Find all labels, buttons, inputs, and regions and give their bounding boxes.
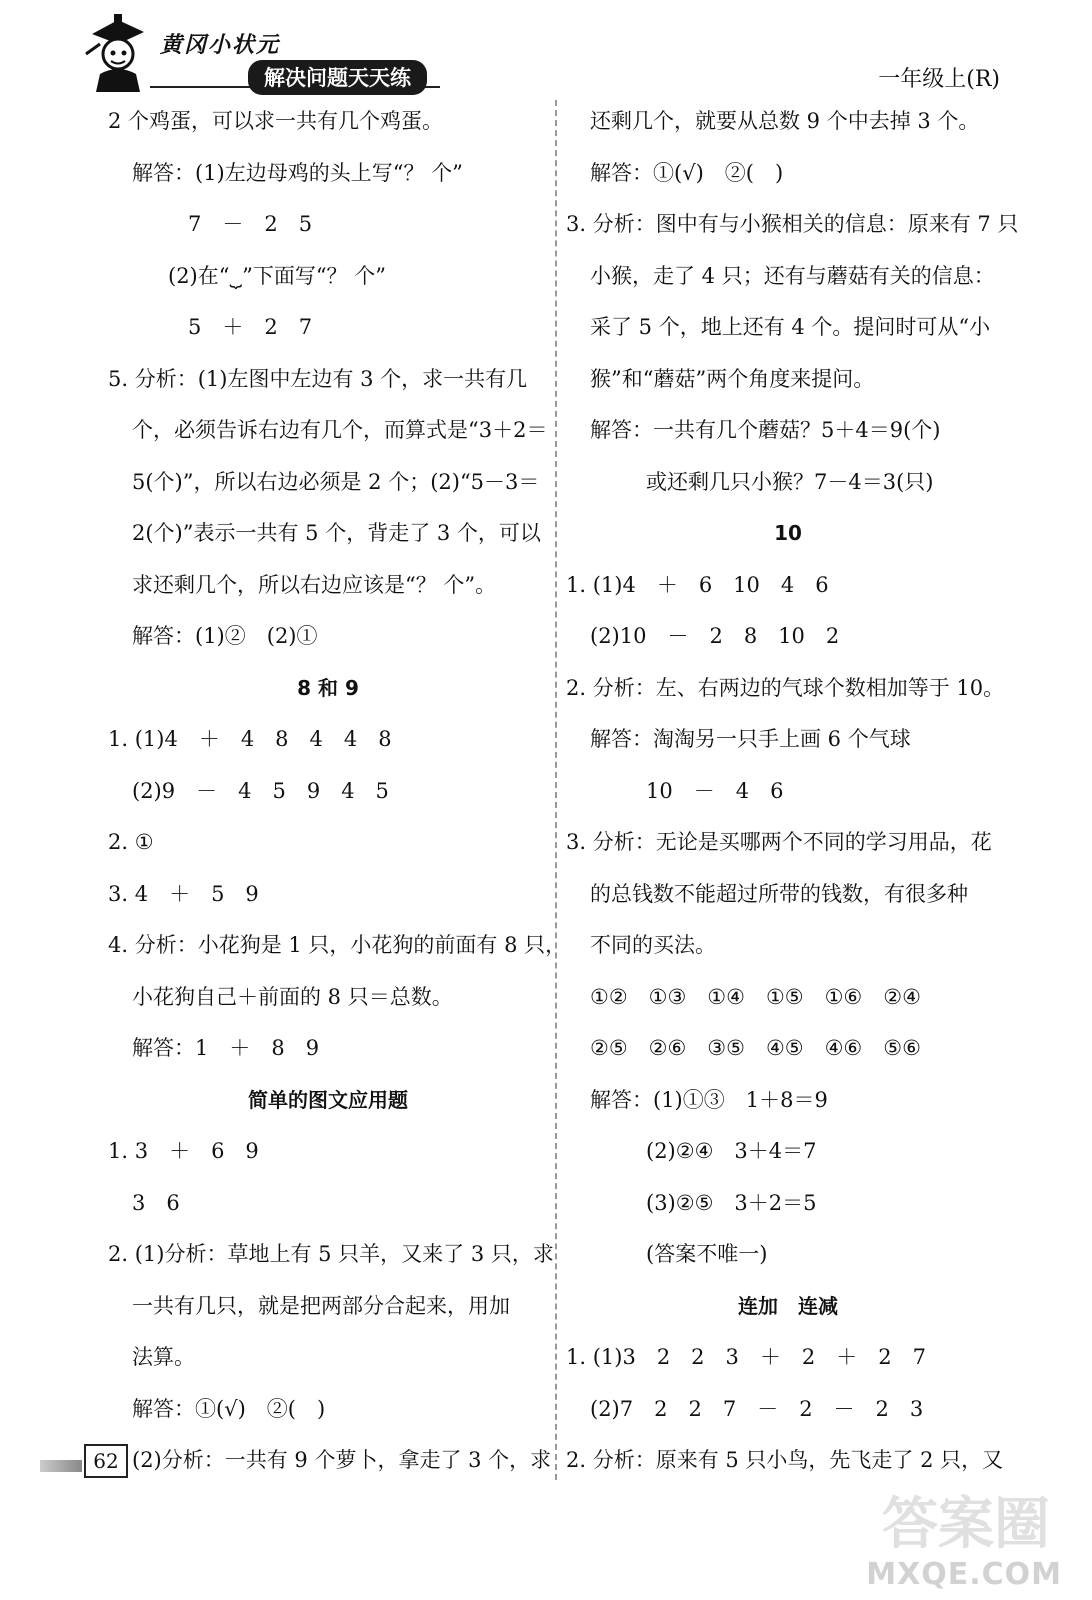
column-divider xyxy=(555,100,557,1480)
answer-line: 7 － 2 5 xyxy=(188,212,313,236)
answer-line: ①② ①③ ①④ ①⑤ ①⑥ ②④ xyxy=(590,984,921,1009)
answer-line: 还剩几个，就要从总数 9 个中去掉 3 个。 xyxy=(590,109,980,133)
answer-line: 2. (1)分析：草地上有 5 只羊，又来了 3 只，求 xyxy=(108,1242,554,1266)
watermark-text: MXQE.COM xyxy=(866,1557,1062,1592)
answer-line: 1. (1)3 2 2 3 ＋ 2 ＋ 2 7 xyxy=(566,1345,926,1369)
answer-line: 2. ① xyxy=(108,830,154,854)
answer-line: 3. 分析：无论是买哪两个不同的学习用品，花 xyxy=(566,830,992,854)
page-header xyxy=(0,0,1092,100)
section-heading: 连加 连减 xyxy=(738,1293,838,1318)
answer-line: 1. (1)4 ＋ 4 8 4 4 8 xyxy=(108,727,392,751)
watermark-icon: 答案圈 xyxy=(882,1492,1050,1557)
answer-line: 2. 分析：左、右两边的气球个数相加等于 10。 xyxy=(566,675,1005,700)
answer-line: 2(个)”表示一共有 5 个，背走了 3 个，可以 xyxy=(132,521,541,545)
answer-line: 猴”和“蘑菇”两个角度来提问。 xyxy=(590,366,875,391)
answer-line: 10 － 4 6 xyxy=(646,778,784,803)
answer-line: 的总钱数不能超过所带的钱数，有很多种 xyxy=(590,881,968,906)
answer-line: 不同的买法。 xyxy=(590,933,716,957)
answer-line: 一共有几只，就是把两部分合起来，用加 xyxy=(132,1293,510,1318)
brand-name: 黄冈小状元 xyxy=(160,32,281,58)
right-column xyxy=(566,96,1019,1487)
answer-line: (2)在“⏟”下面写“？ 个” xyxy=(168,263,386,288)
answer-line: 5 ＋ 2 7 xyxy=(188,315,313,339)
answer-line: 解答：①(√) ②( ) xyxy=(132,1396,326,1421)
series-title-badge: 解决问题天天练 xyxy=(248,60,427,95)
answer-line: 1. (1)4 ＋ 6 10 4 6 xyxy=(566,572,829,597)
section-heading: 8 和 9 xyxy=(297,675,359,700)
answer-line: 小猴，走了 4 只；还有与蘑菇有关的信息： xyxy=(590,263,995,288)
answer-line: 3. 分析：图中有与小猴相关的信息：原来有 7 只 xyxy=(566,212,1019,236)
answer-line: 解答：(1)② (2)① xyxy=(132,624,318,648)
answer-line: (2)10 － 2 8 10 2 xyxy=(590,624,840,648)
answer-line: 解答：淘淘另一只手上画 6 个气球 xyxy=(590,727,911,751)
answer-line: 解答：(1)①③ 1＋8＝9 xyxy=(590,1087,828,1112)
answer-line: 3 6 xyxy=(132,1190,180,1215)
answer-line: 1. 3 ＋ 6 9 xyxy=(108,1139,259,1163)
answer-line: 解答：1 ＋ 8 9 xyxy=(132,1036,320,1060)
answer-line: 法算。 xyxy=(132,1345,195,1369)
answer-line: (答案不唯一) xyxy=(646,1242,768,1266)
answer-line: (2)7 2 2 7 － 2 － 2 3 xyxy=(590,1396,924,1421)
answer-line: ②⑤ ②⑥ ③⑤ ④⑤ ④⑥ ⑤⑥ xyxy=(590,1036,921,1060)
page-number: 62 xyxy=(84,1444,128,1478)
answer-line: 采了 5 个，地上还有 4 个。提问时可从“小 xyxy=(590,315,991,339)
answer-line: (2)分析：一共有 9 个萝卜，拿走了 3 个，求 xyxy=(132,1448,552,1472)
answer-line: 4. 分析：小花狗是 1 只，小花狗的前面有 8 只， xyxy=(108,933,567,957)
answer-line: 解答：(1)左边母鸡的头上写“？ 个” xyxy=(132,160,463,185)
section-heading: 简单的图文应用题 xyxy=(248,1087,408,1112)
cartoon-scholar-logo-icon xyxy=(78,14,158,94)
answer-line: (2)9 － 4 5 9 4 5 xyxy=(132,778,389,803)
page-tab-decoration xyxy=(40,1460,82,1472)
answer-line: 5(个)”，所以右边必须是 2 个；(2)“5－3＝ xyxy=(132,469,540,494)
answer-line: 个，必须告诉右边有几个，而算式是“3＋2＝ xyxy=(132,418,548,442)
answer-line: (3)②⑤ 3＋2＝5 xyxy=(646,1190,817,1215)
answer-line: 2 个鸡蛋，可以求一共有几个鸡蛋。 xyxy=(108,109,444,133)
answer-line: 3. 4 ＋ 5 9 xyxy=(108,881,259,906)
answer-line: 求还剩几个，所以右边应该是“？ 个”。 xyxy=(132,572,497,597)
grade-label: 一年级上(R) xyxy=(878,67,1000,92)
answer-line: 解答：①(√) ②( ) xyxy=(590,160,784,185)
answer-line: 或还剩几只小猴？7－4＝3(只) xyxy=(646,469,934,494)
answer-line: 2. 分析：原来有 5 只小鸟，先飞走了 2 只，又 xyxy=(566,1448,1004,1472)
answer-line: (2)②④ 3＋4＝7 xyxy=(646,1139,817,1163)
answer-line: 解答：一共有几个蘑菇？5＋4＝9(个) xyxy=(590,418,941,442)
left-column xyxy=(108,96,567,1487)
section-heading: 10 xyxy=(774,521,802,545)
answer-line: 小花狗自己＋前面的 8 只＝总数。 xyxy=(132,984,453,1009)
answer-line: 5. 分析：(1)左图中左边有 3 个，求一共有几 xyxy=(108,366,528,391)
